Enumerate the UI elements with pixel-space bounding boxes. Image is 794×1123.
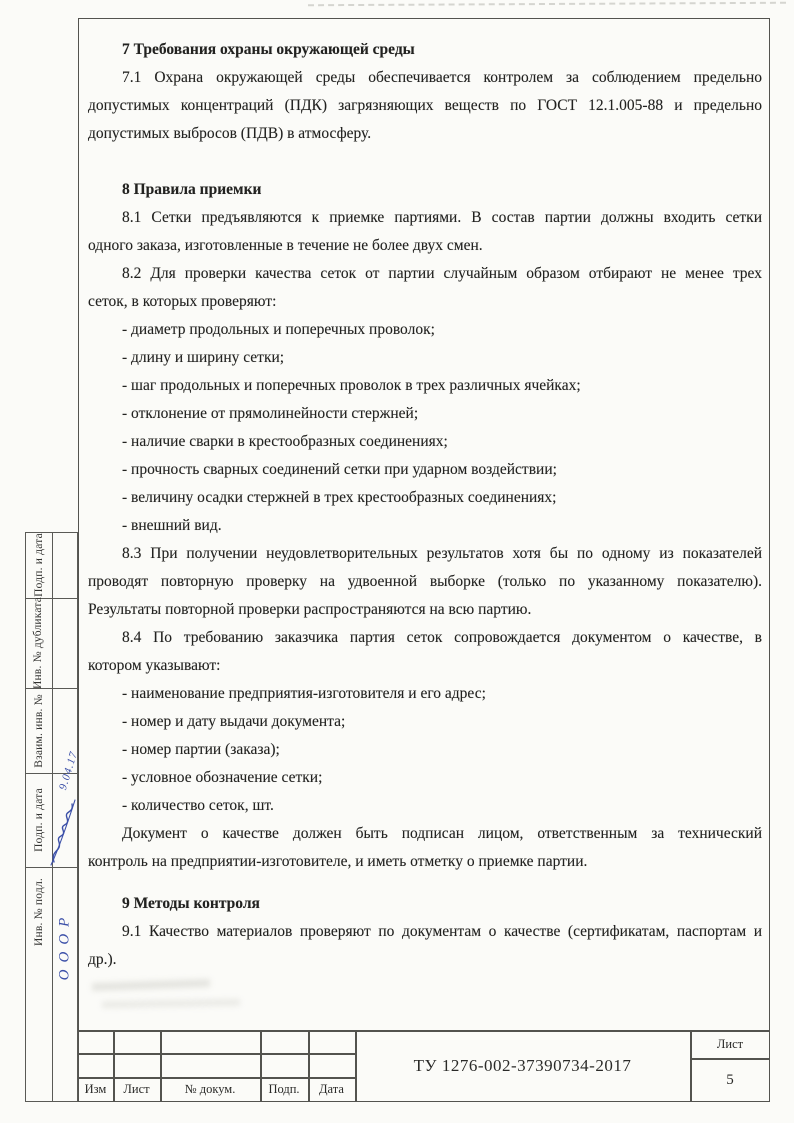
section-heading: 8 Правила приемки bbox=[122, 181, 262, 198]
text-line: проводят повторную проверку на удвоенной выборке (только по указанному показателю). bbox=[88, 573, 762, 590]
document-number: ТУ 1276-002-37390734-2017 bbox=[413, 1056, 632, 1075]
handwritten-signature bbox=[48, 788, 78, 866]
list-item: - длину и ширину сетки; bbox=[122, 349, 285, 366]
list-item: - номер и дату выдачи документа; bbox=[122, 713, 346, 730]
section-heading: 7 Требования охраны окружающей среды bbox=[122, 41, 415, 58]
list-item: - количество сеток, шт. bbox=[122, 797, 274, 814]
stamp-header-docnum: № докум. bbox=[184, 1082, 236, 1096]
sidebar-label-podp-data-1 bbox=[25, 532, 52, 598]
text-line: др.). bbox=[88, 951, 117, 968]
list-item: - диаметр продольных и поперечных проволок; bbox=[122, 321, 435, 338]
text-line: 9.1 Качество материалов проверяют по документам о качестве (сертификатам, паспортам и bbox=[122, 923, 762, 940]
text-line: 8.4 По требованию заказчика партия сеток сопровождается документом о качестве, в bbox=[122, 629, 762, 646]
text-line: 8.1 Сетки предъявляются к приемке партиями. В состав партии должны входить сетки bbox=[122, 209, 762, 226]
stamp-header-list: Лист bbox=[123, 1082, 150, 1096]
sidebar-label-text: Инв. № дубликата bbox=[32, 596, 45, 690]
sidebar-label-vzaim-inv bbox=[25, 688, 52, 773]
text-line: Документ о качестве должен быть подписан лицом, ответственным за технический bbox=[122, 825, 762, 842]
list-item: - отклонение от прямолинейности стержней; bbox=[122, 405, 419, 422]
stamp-header-izm: Изм bbox=[84, 1082, 107, 1096]
stamp-row-line bbox=[78, 1053, 355, 1055]
handwritten-date: 9.04.17 bbox=[57, 749, 81, 792]
list-item: - наличие сварки в крестообразных соединениях; bbox=[122, 433, 448, 450]
sidebar-label-inv-dublikata bbox=[25, 598, 52, 688]
sidebar-label-text: Инв. № подл. bbox=[32, 878, 45, 946]
text-line: допустимых концентраций (ПДК) загрязняющих веществ по ГОСТ 12.1.005-88 и предельно bbox=[88, 97, 762, 114]
list-item: - прочность сварных соединений сетки при ударном воздействии; bbox=[122, 461, 557, 478]
list-item: - условное обозначение сетки; bbox=[122, 769, 323, 786]
handwritten-inventory-number bbox=[52, 880, 78, 1010]
text-line: 8.2 Для проверки качества сеток от партии случайным образом отбирают не менее трех bbox=[122, 265, 762, 282]
sidebar-label-text: Подп. и дата bbox=[32, 788, 45, 852]
stamp-header-data: Дата bbox=[319, 1082, 344, 1096]
document-body bbox=[88, 36, 762, 974]
handwritten-inventory-text: ОООР bbox=[56, 910, 73, 980]
text-line: одного заказа, изготовленные в течение не более двух смен. bbox=[88, 237, 483, 254]
section-heading: 9 Методы контроля bbox=[122, 895, 260, 912]
list-item: - величину осадки стержней в трех крестообразных соединениях; bbox=[122, 489, 557, 506]
list-item: - номер партии (заказа); bbox=[122, 741, 280, 758]
sheet-number: 5 bbox=[726, 1071, 734, 1088]
text-line: допустимых выбросов (ПДВ) в атмосферу. bbox=[88, 125, 372, 142]
text-line: сеток, в которых проверяют: bbox=[88, 293, 277, 310]
sheet-label: Лист bbox=[716, 1036, 744, 1051]
stamp-header-podp: Подп. bbox=[268, 1082, 300, 1096]
scan-artifact-dashes bbox=[308, 2, 786, 7]
text-line: котором указывают: bbox=[88, 657, 221, 674]
list-item: - шаг продольных и поперечных проволок в трех различных ячейках; bbox=[122, 377, 581, 394]
text-line: контроль на предприятии-изготовителе, и иметь отметку о приемке партии. bbox=[88, 853, 588, 870]
list-item: - внешний вид. bbox=[122, 517, 222, 534]
sidebar-label-inv-podl bbox=[25, 867, 52, 957]
sidebar-label-text: Подп. и дата bbox=[32, 533, 45, 597]
text-line: Результаты повторной проверки распространяются на всю партию. bbox=[88, 601, 532, 618]
text-line: 8.3 При получении неудовлетворительных результатов хотя бы по одному из показателей bbox=[122, 545, 762, 562]
list-item: - наименование предприятия-изготовителя и его адрес; bbox=[122, 685, 486, 702]
sidebar-label-text: Взаим. инв. № bbox=[32, 693, 45, 768]
text-line: 7.1 Охрана окружающей среды обеспечивается контролем за соблюдением предельно bbox=[122, 69, 762, 86]
